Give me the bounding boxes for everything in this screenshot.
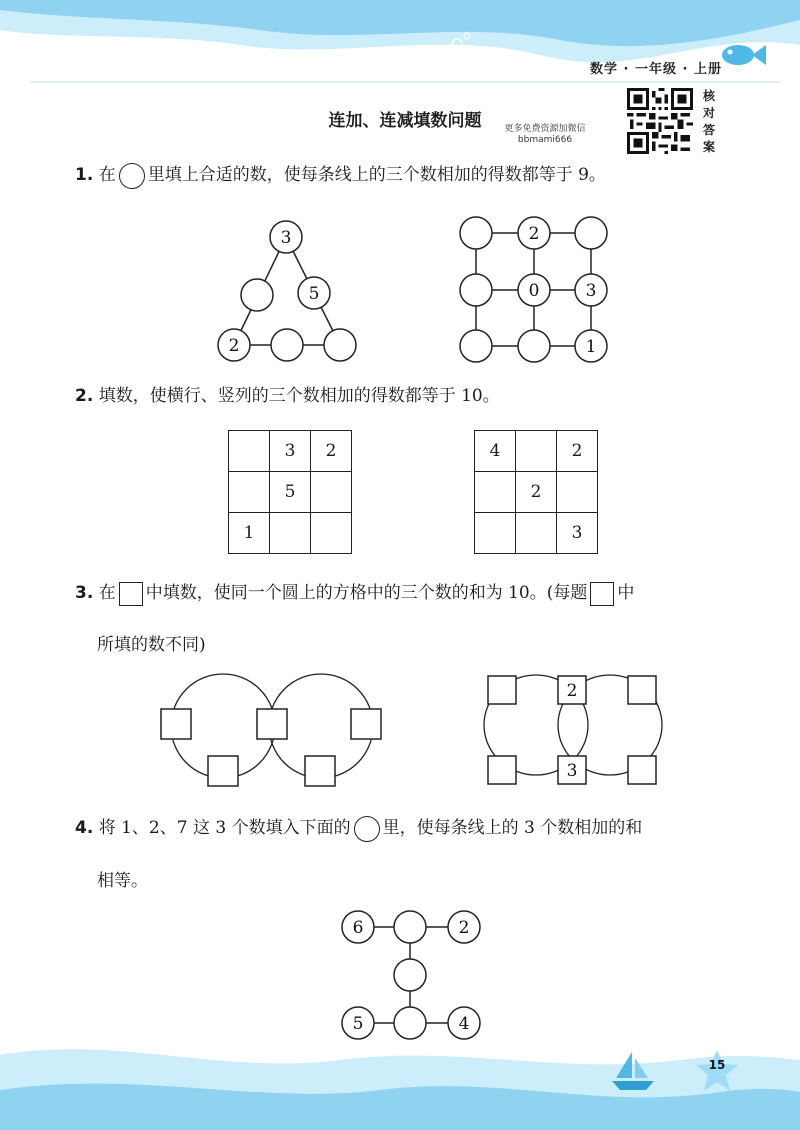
book-label: 数学 · 一年级 · 上册 [590, 62, 722, 77]
question-3-line-2: 所填的数不同) [97, 635, 206, 655]
grid-cell [516, 513, 557, 554]
question-text: 填数，使横行、竖列的三个数相加的得数都等于 10。 [98, 386, 500, 406]
grid-cell: 1 [229, 513, 270, 554]
footer-wave-decoration [0, 1030, 800, 1130]
grid-cell [475, 513, 516, 554]
answer-circle [575, 217, 607, 249]
circle-value: 2 [458, 918, 470, 938]
question-4-text [75, 815, 642, 842]
answer-circle [518, 330, 550, 362]
grid-cell [229, 472, 270, 513]
question-text: 在 [98, 583, 116, 603]
answer-square [161, 709, 191, 739]
circle-value: 3 [585, 281, 597, 301]
q2-right-grid [474, 430, 598, 554]
blank-circle-icon [354, 816, 380, 842]
page-title: 连加、连减填数问题 [328, 111, 482, 131]
q3-left-figure [155, 668, 390, 793]
answer-square [208, 756, 238, 786]
question-number: 3. [75, 583, 94, 603]
page-number: 15 [708, 1058, 726, 1072]
fish-icon [718, 40, 768, 70]
answer-square [257, 709, 287, 739]
circle-value: 0 [528, 281, 540, 301]
grid-cell [516, 431, 557, 472]
q1-square-figure [455, 210, 615, 370]
q2-left-grid [228, 430, 352, 554]
answer-square [488, 676, 516, 704]
check-answer-char: 答 [702, 123, 715, 137]
blank-square-icon [119, 582, 143, 606]
answer-square [305, 756, 335, 786]
answer-square [351, 709, 381, 739]
circle-value: 2 [528, 224, 540, 244]
answer-circle [324, 329, 356, 361]
question-number: 2. [75, 386, 94, 406]
grid-cell: 3 [270, 431, 311, 472]
q3-right-figure [478, 668, 668, 793]
answer-circle [271, 329, 303, 361]
answer-circle [460, 330, 492, 362]
circle-value: 3 [280, 228, 292, 248]
grid-cell [311, 472, 352, 513]
question-text: 中 [617, 583, 635, 603]
grid-cell: 2 [557, 431, 598, 472]
grid-cell [229, 431, 270, 472]
grid-cell [270, 513, 311, 554]
promo-line-2: bbmami666 [517, 135, 573, 145]
q1-triangle-figure [210, 215, 370, 365]
grid-cell: 5 [270, 472, 311, 513]
qr-code-icon[interactable] [627, 88, 693, 154]
check-answer-label[interactable] [702, 88, 716, 156]
grid-cell [557, 472, 598, 513]
answer-circle [460, 217, 492, 249]
q4-figure [330, 905, 490, 1045]
promo-line-1: 更多免费资源加微信 [504, 124, 586, 134]
check-answer-char: 案 [702, 140, 715, 154]
question-text: 中填数，使同一个圆上的方格中的三个数的和为 10。(每题 [145, 583, 588, 603]
question-4-line-2: 相等。 [97, 871, 148, 891]
square-value: 2 [566, 681, 578, 701]
answer-square [488, 756, 516, 784]
grid-cell: 4 [475, 431, 516, 472]
check-answer-char: 核 [702, 89, 715, 103]
answer-circle [241, 279, 273, 311]
circle-value: 6 [352, 918, 364, 938]
question-text: 里填上合适的数，使每条线上的三个数相加的得数都等于 9。 [147, 165, 606, 185]
sailboat-icon [608, 1048, 658, 1094]
answer-circle [394, 911, 426, 943]
circle-value: 5 [308, 284, 320, 304]
grid-cell [311, 513, 352, 554]
circle-value: 2 [228, 336, 240, 356]
grid-cell [475, 472, 516, 513]
answer-square [628, 676, 656, 704]
question-number: 4. [75, 818, 94, 838]
answer-square [628, 756, 656, 784]
circle-value: 1 [585, 337, 597, 357]
question-2-text [75, 383, 500, 409]
grid-cell: 2 [311, 431, 352, 472]
grid-cell: 3 [557, 513, 598, 554]
question-text: 将 1、2、7 这 3 个数填入下面的 [98, 818, 351, 838]
question-1-text [75, 162, 606, 189]
check-answer-char: 对 [702, 106, 715, 120]
blank-circle-icon [119, 163, 145, 189]
circle-value: 5 [352, 1014, 364, 1034]
circle-value: 4 [458, 1014, 470, 1034]
answer-circle [460, 274, 492, 306]
question-text: 在 [98, 165, 116, 185]
question-number: 1. [75, 165, 94, 185]
grid-cell: 2 [516, 472, 557, 513]
blank-square-icon [590, 582, 614, 606]
square-value: 3 [566, 761, 578, 781]
question-3-text [75, 580, 634, 606]
answer-circle [394, 959, 426, 991]
question-text: 里，使每条线上的 3 个数相加的和 [382, 818, 643, 838]
promo-text [490, 124, 600, 146]
